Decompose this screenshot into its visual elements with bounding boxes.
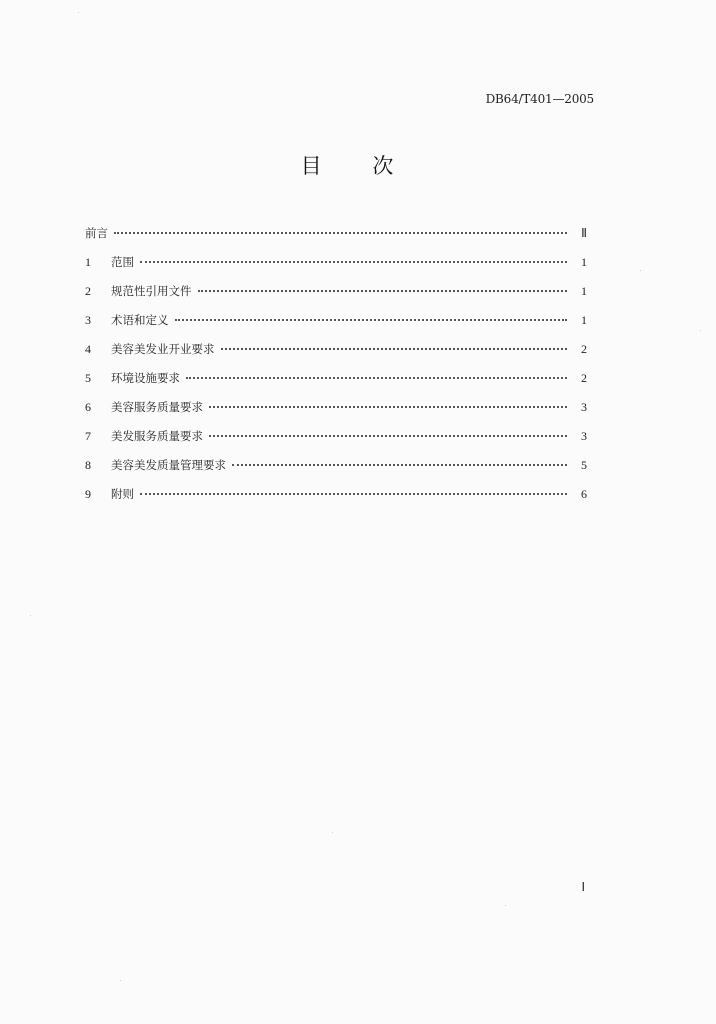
document-code: DB64/T401—2005 <box>485 92 594 106</box>
toc-item-number: 5 <box>85 371 91 385</box>
toc-leader-dots <box>198 290 568 292</box>
toc-item-page: 1 <box>581 284 587 298</box>
toc-item-number: 7 <box>85 429 91 443</box>
toc-item-page: 3 <box>581 400 587 414</box>
toc-item-number: 9 <box>85 487 91 501</box>
toc-item-foreword[interactable] <box>85 225 587 254</box>
toc-leader-dots <box>232 464 567 466</box>
toc-item-page: 6 <box>581 487 587 501</box>
scan-speck <box>700 330 701 331</box>
toc-item-1[interactable] <box>85 254 587 283</box>
toc-item-number: 2 <box>85 284 91 298</box>
toc-item-number: 6 <box>85 400 91 414</box>
toc-leader-dots <box>221 348 568 350</box>
toc-item-label: 范围 <box>111 255 134 269</box>
toc-item-9[interactable] <box>85 486 587 515</box>
toc-item-label: 美发服务质量要求 <box>111 429 203 443</box>
toc-item-8[interactable] <box>85 457 587 486</box>
toc-item-page: 5 <box>581 458 587 472</box>
table-of-contents <box>85 225 587 515</box>
page-number: Ⅰ <box>581 880 585 894</box>
toc-leader-dots <box>186 377 567 379</box>
toc-leader-dots <box>175 319 568 321</box>
toc-item-6[interactable] <box>85 399 587 428</box>
toc-item-label: 附则 <box>111 487 134 501</box>
toc-item-label: 美容美发业开业要求 <box>111 342 215 356</box>
toc-item-label: 环境设施要求 <box>111 371 180 385</box>
toc-item-number: 1 <box>85 255 91 269</box>
toc-item-page: Ⅱ <box>581 226 587 240</box>
toc-leader-dots <box>209 435 567 437</box>
toc-item-label: 术语和定义 <box>111 313 169 327</box>
toc-item-3[interactable] <box>85 312 587 341</box>
toc-item-number: 3 <box>85 313 91 327</box>
toc-item-label: 前言 <box>85 226 108 240</box>
toc-item-page: 1 <box>581 255 587 269</box>
toc-item-4[interactable] <box>85 341 587 370</box>
toc-item-label: 规范性引用文件 <box>111 284 192 298</box>
toc-leader-dots <box>140 493 567 495</box>
toc-leader-dots <box>209 406 567 408</box>
toc-item-number: 8 <box>85 458 91 472</box>
scan-speck <box>640 270 641 271</box>
scan-speck <box>78 12 79 13</box>
toc-item-label: 美容服务质量要求 <box>111 400 203 414</box>
toc-item-page: 2 <box>581 342 587 356</box>
toc-leader-dots <box>114 232 567 234</box>
toc-item-5[interactable] <box>85 370 587 399</box>
toc-item-7[interactable] <box>85 428 587 457</box>
toc-item-number: 4 <box>85 342 91 356</box>
scan-speck <box>505 905 506 906</box>
scan-speck <box>30 615 31 616</box>
toc-item-page: 3 <box>581 429 587 443</box>
toc-item-2[interactable] <box>85 283 587 312</box>
toc-item-label: 美容美发质量管理要求 <box>111 458 226 472</box>
toc-leader-dots <box>140 261 567 263</box>
scan-speck <box>332 832 333 833</box>
scan-speck <box>120 980 121 981</box>
toc-title: 目 次 <box>300 154 416 178</box>
toc-item-page: 2 <box>581 371 587 385</box>
toc-item-page: 1 <box>581 313 587 327</box>
